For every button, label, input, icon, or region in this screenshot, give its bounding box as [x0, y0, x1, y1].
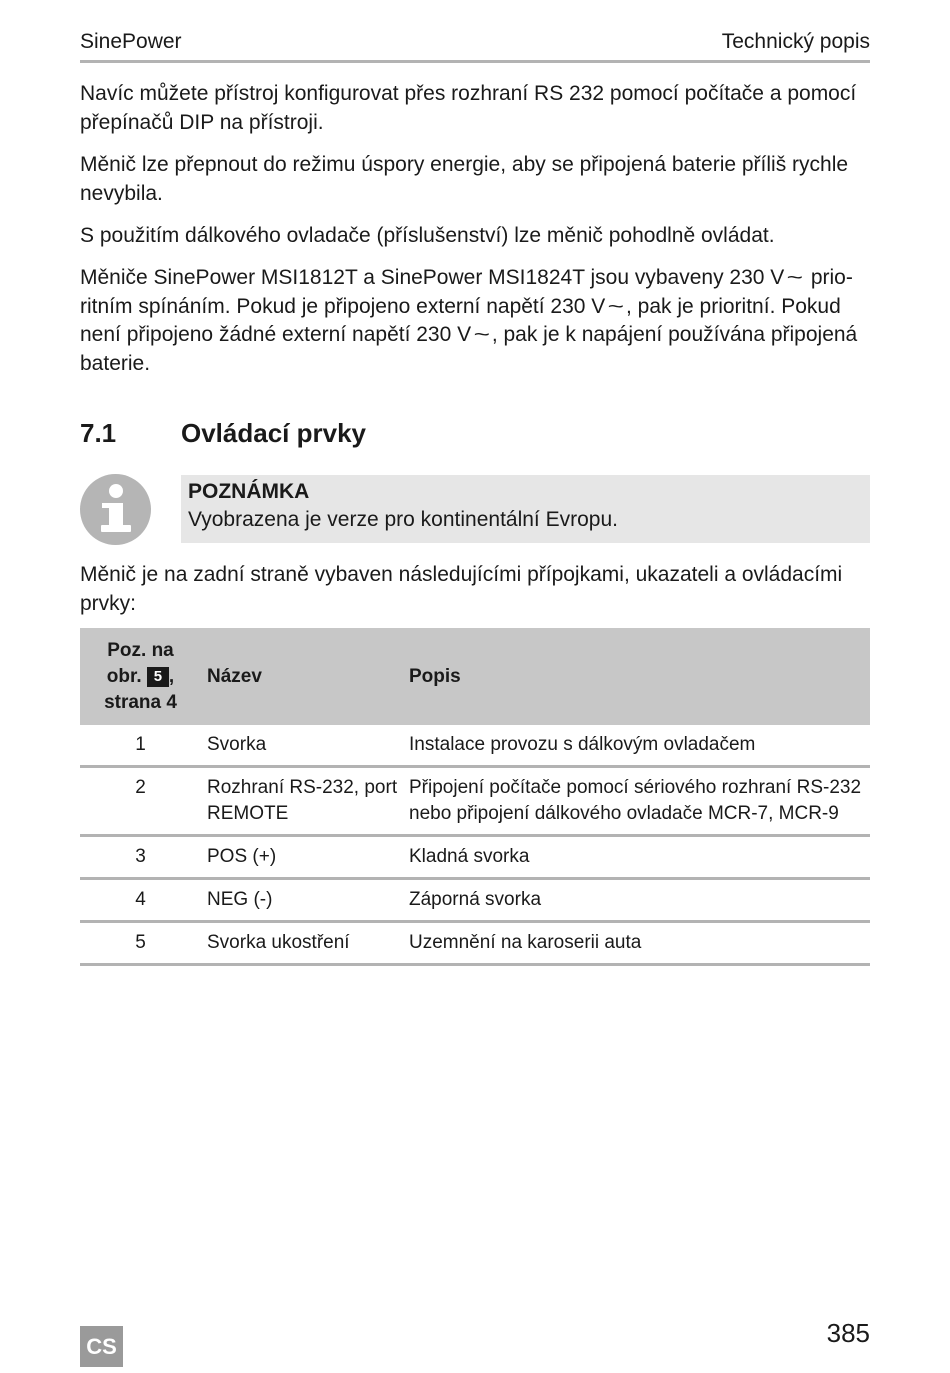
ac-symbol-icon: ~	[786, 267, 804, 289]
paragraph-priority: Měniče SinePower MSI1812T a SinePower MSI1824T jsou vybaveny 230 V ~ prio- ritním spínáním. Pokud je připojeno externí napětí 230 V ~, pak je prioritní. Pokud není připojeno žádné externí napětí 230 V ~, pak je k napájení používána připojená baterie.	[80, 266, 858, 375]
info-icon	[80, 474, 151, 545]
header-product: SinePower	[80, 30, 182, 53]
page-number: 385	[826, 1318, 870, 1348]
row-name: Svorka	[201, 725, 402, 767]
paragraph-energy-saving: Měnič lze přepnout do režimu úspory energie, aby se připojená baterie příliš rychle nevybila.	[80, 153, 849, 205]
paragraph-intro: Měnič je na zadní straně vybaven následujícími přípojkami, ukazateli a ovládacími prvky:	[80, 563, 843, 615]
header-position: Poz. na obr. 5 , strana 4	[104, 639, 177, 713]
table-row	[80, 879, 870, 922]
note-box	[181, 475, 870, 543]
ac-symbol-icon: ~	[473, 324, 491, 346]
row-name: NEG (-)	[201, 879, 402, 922]
paragraph-remote: S použitím dálkového ovladače (příslušenství) lze měnič pohodlně ovládat.	[80, 224, 775, 247]
row-description: Připojení počítače pomocí sériového rozhraní RS-232 nebo připojení dálkového ovladače MCR-7, MCR-9	[402, 767, 870, 836]
header-name: Název	[207, 665, 262, 687]
header-chapter: Technický popis	[721, 30, 870, 53]
table-row	[80, 725, 870, 767]
section-number: 7.1	[80, 418, 117, 448]
row-name: POS (+)	[201, 836, 402, 879]
table-header-row	[80, 628, 870, 725]
table-row	[80, 922, 870, 965]
note-text: Vyobrazena je verze pro kontinentální Evropu.	[188, 508, 618, 531]
row-description: Kladná svorka	[402, 836, 870, 879]
table-row	[80, 836, 870, 879]
page-header	[80, 30, 870, 63]
language-tab: CS	[80, 1326, 123, 1367]
figure-badge: 5	[147, 667, 169, 687]
controls-table	[80, 628, 870, 966]
row-description: Záporná svorka	[402, 879, 870, 922]
row-position: 4	[80, 879, 201, 922]
header-description: Popis	[409, 665, 461, 687]
note-title: POZNÁMKA	[188, 480, 310, 503]
row-position: 2	[80, 767, 201, 836]
ac-symbol-icon: ~	[607, 295, 625, 318]
row-description: Instalace provozu s dálkovým ovladačem	[402, 725, 870, 767]
row-position: 1	[80, 725, 201, 767]
row-name: Rozhraní RS-232, port REMOTE	[201, 767, 402, 836]
paragraph-config: Navíc můžete přístroj konfigurovat přes rozhraní RS 232 pomocí počítače a pomocí přepínačů DIP na přístroji.	[80, 82, 857, 134]
row-position: 5	[80, 922, 201, 965]
section-title: Ovládací prvky	[181, 418, 366, 448]
table-row	[80, 767, 870, 836]
row-name: Svorka ukostření	[201, 922, 402, 965]
row-description: Uzemnění na karoserii auta	[402, 922, 870, 965]
row-position: 3	[80, 836, 201, 879]
